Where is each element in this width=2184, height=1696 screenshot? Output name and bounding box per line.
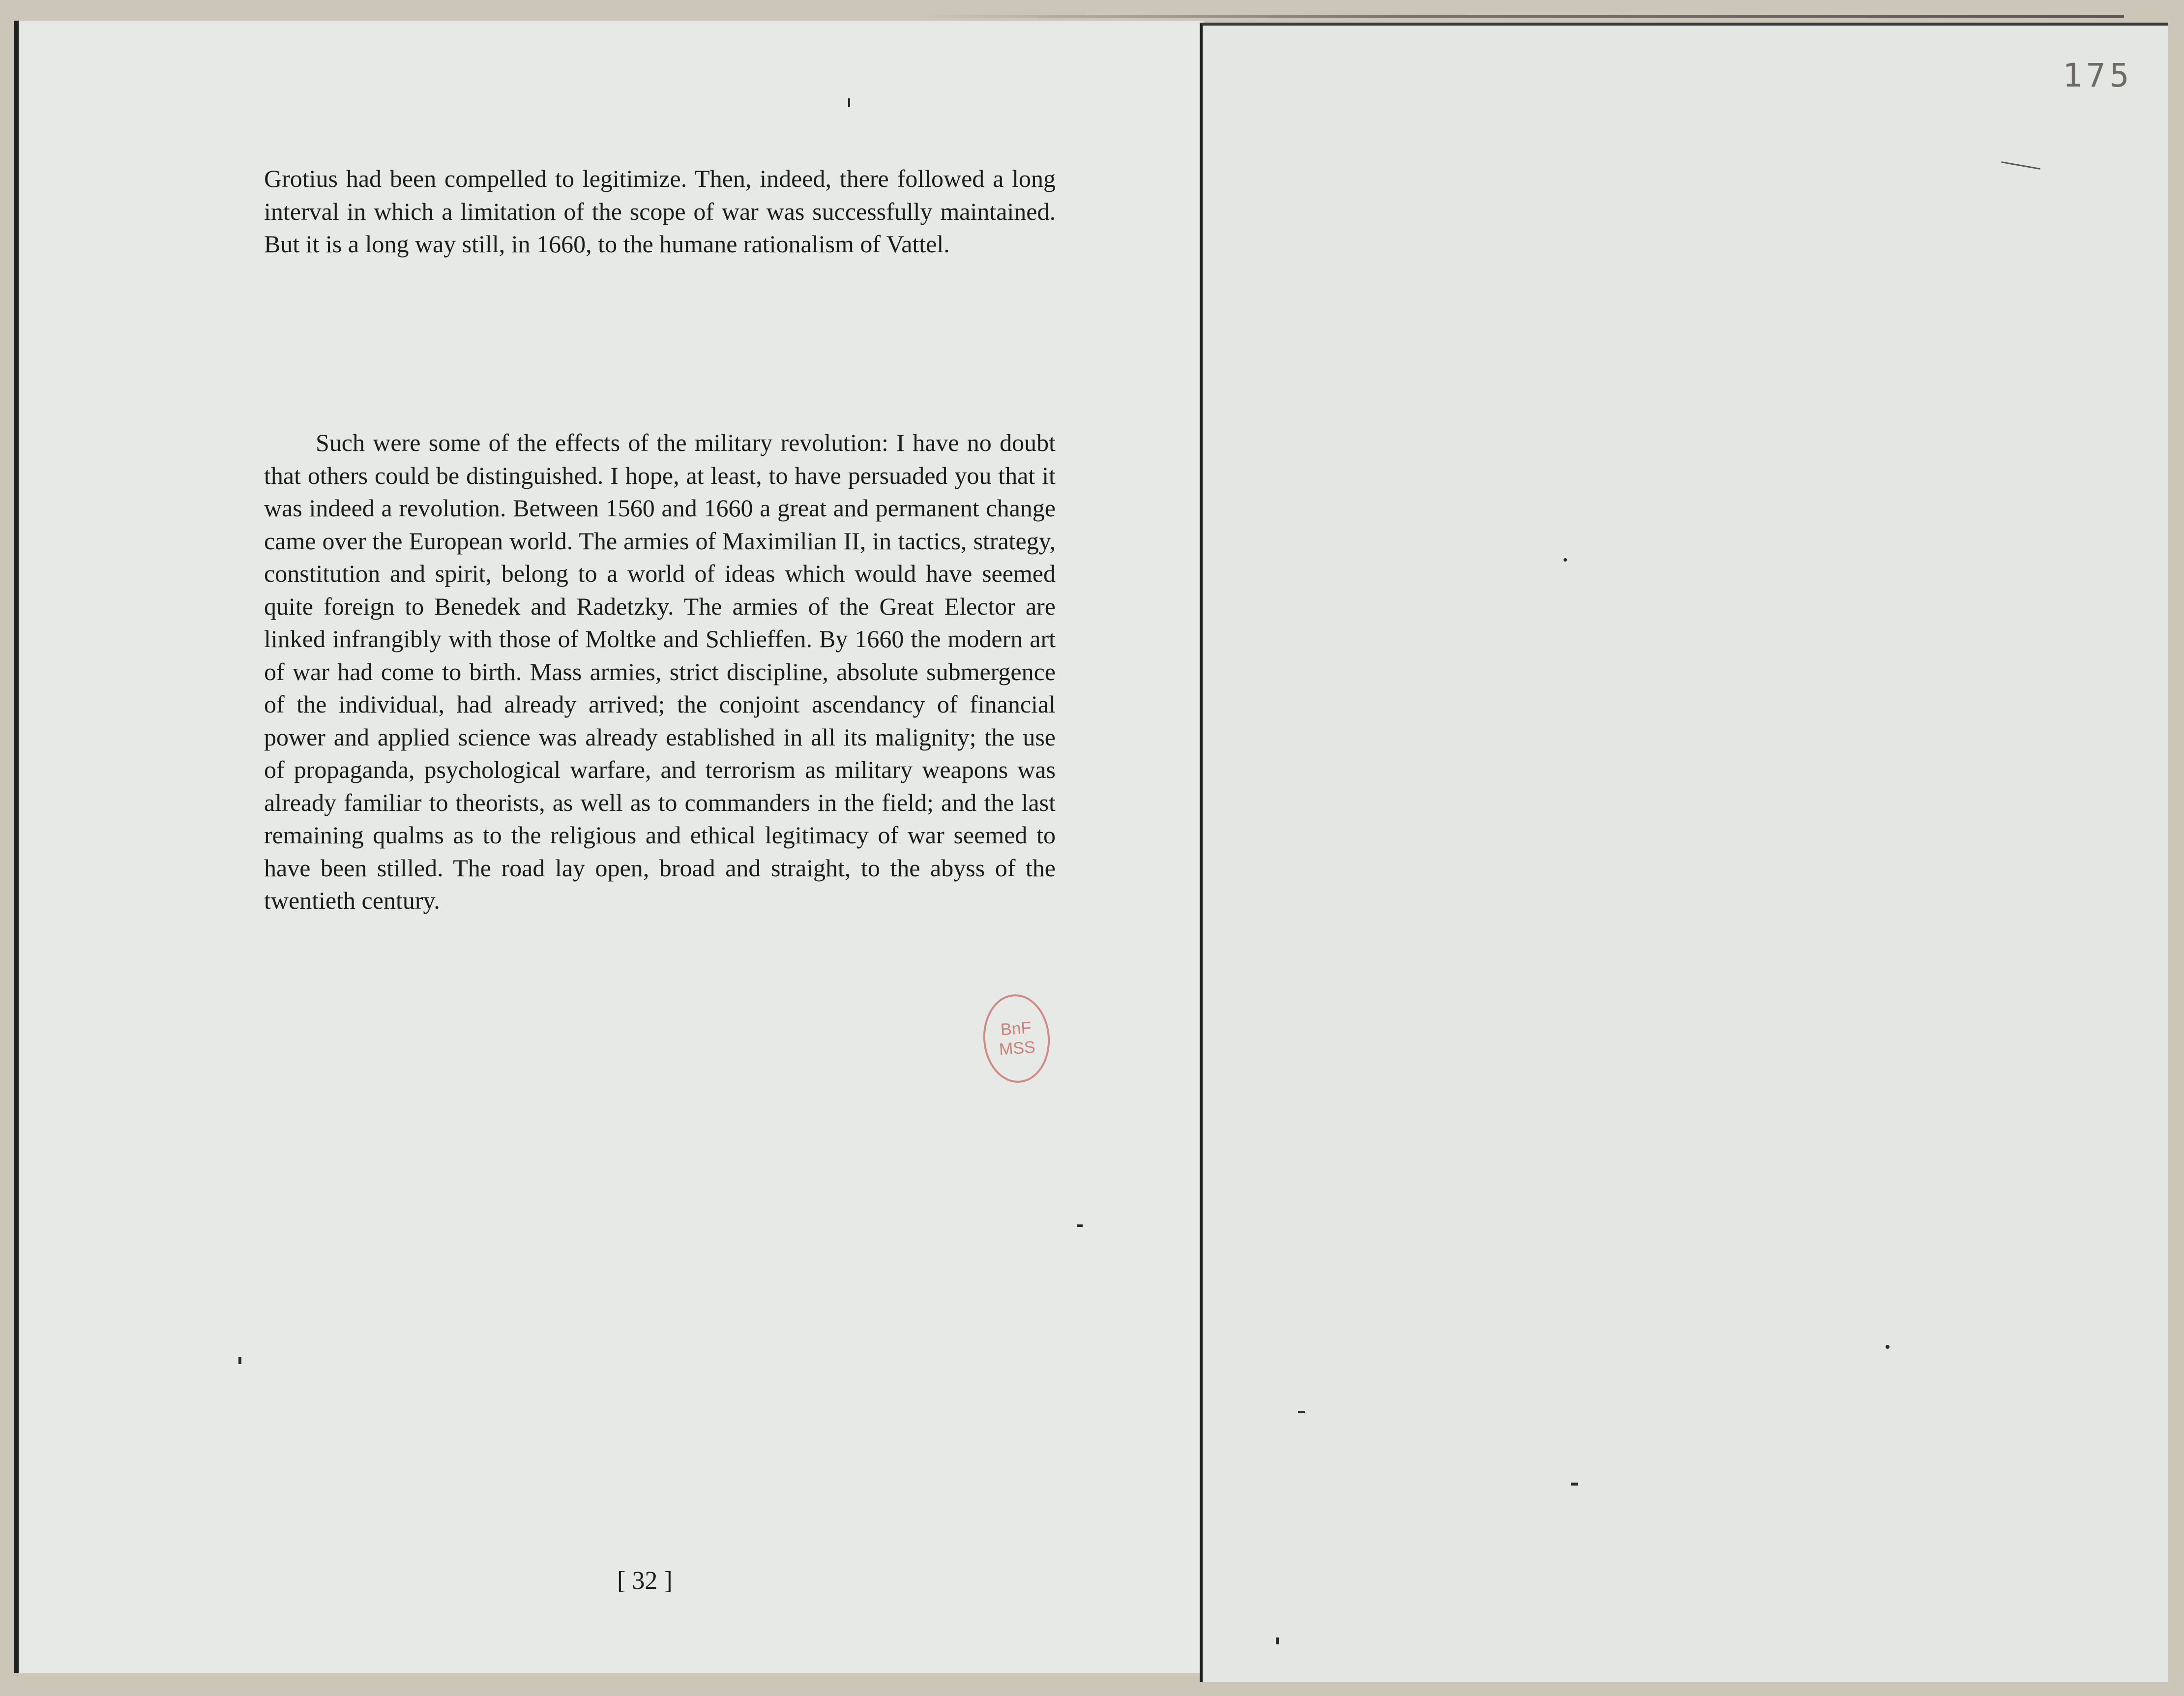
- right-page: [1200, 23, 2168, 1682]
- paragraph-2: Such were some of the effects of the military revolution: I have no doubt that others could be distinguished. I hope, at least, to have persuaded you that it was indeed a revolution. Between 1560 and 1660 a great and permanent change came over the European world. The armies of Maximilian II, in tactics, strategy, constitution and spirit, belong to a world of ideas which would have seemed quite foreign to Benedek and Radetzky. The armies of the Great Elector are linked infrangibly with those of Moltke and Schlieffen. By 1660 the modern art of war had come to birth. Mass armies, strict discipline, absolute submergence of the individual, had already arrived; the conjoint ascendancy of financial power and applied science was already established in all its malignity; the use of propaganda, psychological warfare, and terrorism as military weapons was already familiar to theorists, as well as to commanders in the field; and the last remaining qualms as to the religious and ethical legitimacy of war seemed to have been stilled. The road lay open, broad and straight, to the abyss of the twentieth century.: [264, 429, 1056, 914]
- stamp-line-1: BnF: [1000, 1018, 1032, 1040]
- page-edge-shadow: [919, 15, 2124, 18]
- stamp-line-2: MSS: [998, 1038, 1036, 1059]
- scan-speck: [1571, 1483, 1578, 1486]
- scan-speck: [1564, 558, 1567, 562]
- folio-number: 175: [2063, 57, 2133, 94]
- scan-speck: [1298, 1411, 1305, 1413]
- paragraph-1: Grotius had been compelled to legitimize. Then, indeed, there followed a long interval in which a limitation of the scope of war was successfully maintained. But it is a long way still, in 1660, to the humane rationalism of Vattel.: [264, 165, 1056, 258]
- scan-speck: [238, 1357, 241, 1364]
- page-number: [ 32 ]: [617, 1567, 673, 1595]
- scan-speck: [1276, 1637, 1279, 1644]
- scan-speck: [1886, 1345, 1889, 1349]
- scan-speck: [848, 98, 850, 107]
- scan-speck: [1077, 1224, 1083, 1227]
